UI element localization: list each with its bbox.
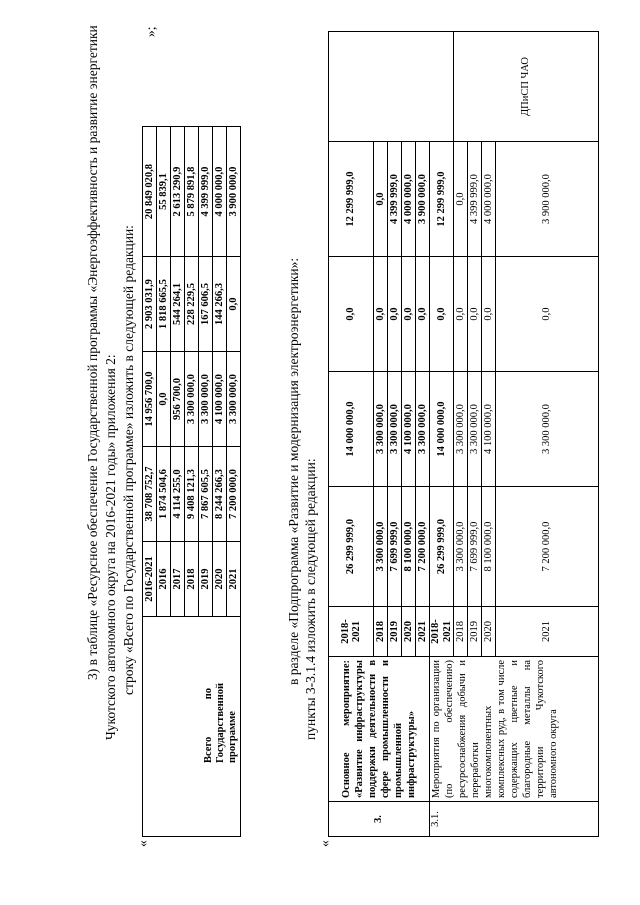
table-row: 2021 7 200 000,0 3 300 000,0 0,0 3 900 000,0 [416,32,430,837]
table-row: 2020 8 244 266,3 4 100 000,0 144 266,3 4 000 000,0 [213,127,227,837]
para-3-line-3: строку «Всего по Государственной программе» изложить в следующей редакции: [121,225,136,695]
table-row: 2018 3 300 000,0 3 300 000,0 0,0 0,0 ДПиСП ЧАО [454,32,468,837]
activity-3-title: Основное мероприятие: «Развитие инфраструктуры поддержки деятельности в сфере промышленности и промышленной инфраструктуры» [329,657,430,802]
table-row: 2021 7 200 000,0 3 300 000,0 0,0 3 900 000,0 [496,32,599,837]
table-row: 2019 7 699 999,0 3 300 000,0 0,0 4 399 999,0 [388,32,402,837]
executor-cell [329,32,454,142]
table-row: 2016 1 874 504,6 0,0 1 818 665,5 55 839,1 [157,127,171,837]
section-para-line-2: пункты 3-3.1.4 изложить в следующей редакции: [303,458,318,740]
table-row: 2020 8 100 000,0 4 100 000,0 0,0 4 000 000,0 [482,32,496,837]
para-3-line-1: 3) в таблице «Ресурсное обеспечение Государственной программы «Энергоэффективность и развитие энергетики [85,25,100,680]
open-quote-2: « [317,840,332,847]
table-row: 2016-2021 38 708 752,7 14 956 700,0 2 903 031,9 20 849 020,8 [143,127,157,837]
para-3-line-2: Чукотского автономного округа на 2016-2021 годы» приложения 2: [103,354,118,740]
table-row: 2020 8 100 000,0 4 100 000,0 0,0 4 000 000,0 [402,32,416,837]
table-row: 2021 7 200 000,0 3 300 000,0 0,0 3 900 000,0 [227,127,241,837]
program-activities-table [328,31,599,837]
table-row: 3.1. Мероприятия по организации (по обеспечению) ресурсоснабжения добычи и переработки многокомпонентных комплексных руд, в том числе содержащих цветные и благородные металлы на территории Чукотского автономного округа 2018-2021 26 299 999,0 14 000 000,0 0,0 12 299 999,0 [430,32,454,837]
activity-3-1-title: Мероприятия по организации (по обеспечению) ресурсоснабжения добычи и переработки многокомпонентных комплексных руд, в том числе содержащих цветные и благородные металлы на территории Чукотского автономного округа [430,657,599,802]
table-row: 2019 7 699 999,0 3 300 000,0 0,0 4 399 999,0 [468,32,482,837]
close-quote-1: »; [143,26,158,37]
table-row: 2019 7 867 605,5 3 300 000,0 167 606,5 4 399 999,0 [199,127,213,837]
total-label: Всего по Государственной программе [203,682,238,763]
table-row: 2017 4 114 255,0 956 700,0 544 264,1 2 613 290,9 [171,127,185,837]
open-quote-1: « [135,840,150,847]
executor-label: ДПиСП ЧАО [454,32,599,142]
section-para-line-1: в разделе «Подпрограмма «Развитие и модернизация электроэнергетики»: [286,257,301,685]
table-row: 3. Основное мероприятие: «Развитие инфраструктуры поддержки деятельности в сфере промышленности и промышленной инфраструктуры» 2018-2021 26 299 999,0 14 000 000,0 0,0 12 299 999,0 [329,32,374,837]
table-row: 2018 3 300 000,0 3 300 000,0 0,0 0,0 [374,32,388,837]
table-row: 2018 9 408 121,3 3 300 000,0 228 229,5 5 879 891,8 [185,127,199,837]
